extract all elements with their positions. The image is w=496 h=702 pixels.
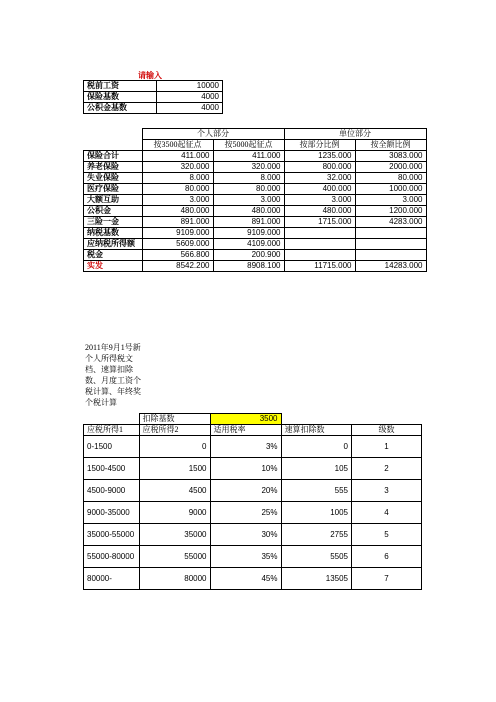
calc-row-label: 应纳税所得额 bbox=[84, 239, 143, 250]
calc-cell bbox=[284, 228, 355, 239]
tax-header-rate: 适用税率 bbox=[210, 425, 281, 436]
calc-cell: 3083.000 bbox=[355, 151, 426, 162]
calc-cell: 3.000 bbox=[284, 195, 355, 206]
tax-cell-base: 1500 bbox=[139, 458, 210, 480]
group-header-employer: 单位部分 bbox=[284, 129, 426, 140]
tax-cell-quick: 0 bbox=[281, 436, 352, 458]
calc-cell: 400.000 bbox=[284, 184, 355, 195]
calc-row bbox=[84, 162, 427, 173]
calc-row bbox=[84, 184, 427, 195]
deduction-corner bbox=[84, 414, 140, 425]
tax-cell-rate: 10% bbox=[210, 458, 281, 480]
tax-header-range: 应税所得1 bbox=[84, 425, 140, 436]
tax-header-level: 级数 bbox=[352, 425, 422, 436]
tax-cell-range: 80000- bbox=[84, 568, 140, 590]
tax-cell-level: 4 bbox=[352, 502, 422, 524]
calc-cell: 891.000 bbox=[142, 217, 213, 228]
calc-cell: 566.800 bbox=[142, 250, 213, 261]
calc-cell: 4109.000 bbox=[213, 239, 284, 250]
tax-cell-level: 1 bbox=[352, 436, 422, 458]
tax-body bbox=[84, 436, 422, 590]
calc-row-label: 养老保险 bbox=[84, 162, 143, 173]
sub-header-5000: 按5000起征点 bbox=[213, 140, 284, 151]
sub-header-full: 按全额比例 bbox=[355, 140, 426, 151]
tax-cell-rate: 25% bbox=[210, 502, 281, 524]
tax-row bbox=[84, 568, 422, 590]
calc-cell: 3.000 bbox=[213, 195, 284, 206]
tax-row bbox=[84, 502, 422, 524]
calc-row-label: 实发 bbox=[84, 261, 143, 272]
tax-cell-quick: 5505 bbox=[281, 546, 352, 568]
tax-cell-base: 80000 bbox=[139, 568, 210, 590]
calc-cell: 1715.000 bbox=[284, 217, 355, 228]
calc-cell: 320.000 bbox=[213, 162, 284, 173]
calc-row bbox=[84, 195, 427, 206]
tax-cell-quick: 105 bbox=[281, 458, 352, 480]
tax-cell-level: 6 bbox=[352, 546, 422, 568]
calc-cell bbox=[284, 250, 355, 261]
tax-cell-range: 0-1500 bbox=[84, 436, 140, 458]
note-text: 2011年9月1号新个人所得税文档、速算扣除数、月度工资个税计算、年终奖个税计算 bbox=[85, 343, 141, 407]
input-label-salary: 税前工资 bbox=[84, 81, 157, 92]
calc-cell: 3.000 bbox=[142, 195, 213, 206]
input-row-salary bbox=[84, 81, 223, 92]
calc-cell: 3.000 bbox=[355, 195, 426, 206]
tax-cell-level: 5 bbox=[352, 524, 422, 546]
tax-row bbox=[84, 458, 422, 480]
calc-cell: 8908.100 bbox=[213, 261, 284, 272]
calc-cell: 800.000 bbox=[284, 162, 355, 173]
calc-cell: 14283.000 bbox=[355, 261, 426, 272]
tax-cell-rate: 35% bbox=[210, 546, 281, 568]
calc-row-label: 失业保险 bbox=[84, 173, 143, 184]
calc-row-label: 三险一金 bbox=[84, 217, 143, 228]
input-value-salary[interactable]: 10000 bbox=[157, 81, 223, 92]
tax-cell-range: 4500-9000 bbox=[84, 480, 140, 502]
calc-row-label: 税金 bbox=[84, 250, 143, 261]
tax-cell-rate: 20% bbox=[210, 480, 281, 502]
tax-cell-quick: 1005 bbox=[281, 502, 352, 524]
tax-cell-base: 0 bbox=[139, 436, 210, 458]
calc-table bbox=[83, 128, 427, 272]
input-title: 请输入 bbox=[138, 71, 162, 80]
calc-cell: 32.000 bbox=[284, 173, 355, 184]
tax-cell-level: 3 bbox=[352, 480, 422, 502]
tax-cell-base: 55000 bbox=[139, 546, 210, 568]
calc-cell: 411.000 bbox=[142, 151, 213, 162]
calc-sub-header-row bbox=[84, 140, 427, 151]
tax-cell-range: 1500-4500 bbox=[84, 458, 140, 480]
calc-row-label: 保险合计 bbox=[84, 151, 143, 162]
calc-row bbox=[84, 151, 427, 162]
tax-row bbox=[84, 524, 422, 546]
tax-cell-quick: 555 bbox=[281, 480, 352, 502]
calc-cell: 8.000 bbox=[213, 173, 284, 184]
calc-cell bbox=[355, 250, 426, 261]
calc-row bbox=[84, 250, 427, 261]
input-value-fund-base[interactable]: 4000 bbox=[157, 103, 223, 114]
tax-table bbox=[83, 413, 422, 590]
tax-row bbox=[84, 436, 422, 458]
tax-cell-rate: 30% bbox=[210, 524, 281, 546]
calc-cell bbox=[284, 239, 355, 250]
tax-header-quick: 速算扣除数 bbox=[281, 425, 352, 436]
calc-cell: 891.000 bbox=[213, 217, 284, 228]
calc-cell: 1200.000 bbox=[355, 206, 426, 217]
tax-cell-quick: 13505 bbox=[281, 568, 352, 590]
calc-row-label: 纳税基数 bbox=[84, 228, 143, 239]
calc-cell: 8542.200 bbox=[142, 261, 213, 272]
tax-row bbox=[84, 546, 422, 568]
deduction-row bbox=[84, 414, 422, 425]
calc-cell: 320.000 bbox=[142, 162, 213, 173]
calc-cell: 1235.000 bbox=[284, 151, 355, 162]
tax-header-base: 应税所得2 bbox=[139, 425, 210, 436]
calc-cell: 9109.000 bbox=[142, 228, 213, 239]
tax-row bbox=[84, 480, 422, 502]
calc-cell: 480.000 bbox=[213, 206, 284, 217]
tax-cell-base: 4500 bbox=[139, 480, 210, 502]
group-header-personal: 个人部分 bbox=[142, 129, 284, 140]
calc-row-label: 公积金 bbox=[84, 206, 143, 217]
calc-cell bbox=[355, 228, 426, 239]
input-label-insurance-base: 保险基数 bbox=[84, 92, 157, 103]
calc-cell: 8.000 bbox=[142, 173, 213, 184]
deduction-blank-2 bbox=[352, 414, 422, 425]
tax-header-row bbox=[84, 425, 422, 436]
calc-row bbox=[84, 217, 427, 228]
input-label-fund-base: 公积金基数 bbox=[84, 103, 157, 114]
tax-cell-base: 35000 bbox=[139, 524, 210, 546]
calc-cell: 1000.000 bbox=[355, 184, 426, 195]
calc-cell: 480.000 bbox=[142, 206, 213, 217]
deduction-value[interactable]: 3500 bbox=[210, 414, 281, 425]
calc-cell: 11715.000 bbox=[284, 261, 355, 272]
deduction-blank-1 bbox=[281, 414, 352, 425]
calc-row bbox=[84, 261, 427, 272]
sub-header-partial: 按部分比例 bbox=[284, 140, 355, 151]
calc-row bbox=[84, 206, 427, 217]
calc-row bbox=[84, 228, 427, 239]
tax-cell-range: 9000-35000 bbox=[84, 502, 140, 524]
calc-cell: 200.900 bbox=[213, 250, 284, 261]
calc-group-header-row bbox=[84, 129, 427, 140]
sub-header-3500: 按3500起征点 bbox=[142, 140, 213, 151]
calc-row-label: 大额互助 bbox=[84, 195, 143, 206]
tax-cell-rate: 3% bbox=[210, 436, 281, 458]
calc-cell: 80.000 bbox=[355, 173, 426, 184]
tax-cell-range: 55000-80000 bbox=[84, 546, 140, 568]
tax-cell-level: 7 bbox=[352, 568, 422, 590]
input-row-fund-base bbox=[84, 103, 223, 114]
input-table bbox=[83, 80, 223, 114]
calc-cell: 80.000 bbox=[213, 184, 284, 195]
tax-cell-rate: 45% bbox=[210, 568, 281, 590]
calc-row bbox=[84, 239, 427, 250]
calc-cell: 9109.000 bbox=[213, 228, 284, 239]
calc-row-label: 医疗保险 bbox=[84, 184, 143, 195]
tax-cell-level: 2 bbox=[352, 458, 422, 480]
input-value-insurance-base[interactable]: 4000 bbox=[157, 92, 223, 103]
calc-cell: 411.000 bbox=[213, 151, 284, 162]
tax-cell-base: 9000 bbox=[139, 502, 210, 524]
input-row-insurance-base bbox=[84, 92, 223, 103]
calc-cell bbox=[355, 239, 426, 250]
deduction-label: 扣除基数 bbox=[139, 414, 210, 425]
calc-cell: 480.000 bbox=[284, 206, 355, 217]
calc-cell: 4283.000 bbox=[355, 217, 426, 228]
calc-cell: 5609.000 bbox=[142, 239, 213, 250]
tax-cell-quick: 2755 bbox=[281, 524, 352, 546]
calc-body bbox=[84, 151, 427, 272]
calc-cell: 80.000 bbox=[142, 184, 213, 195]
calc-row bbox=[84, 173, 427, 184]
calc-cell: 2000.000 bbox=[355, 162, 426, 173]
calc-corner-2 bbox=[84, 140, 143, 151]
tax-cell-range: 35000-55000 bbox=[84, 524, 140, 546]
calc-corner bbox=[84, 129, 143, 140]
